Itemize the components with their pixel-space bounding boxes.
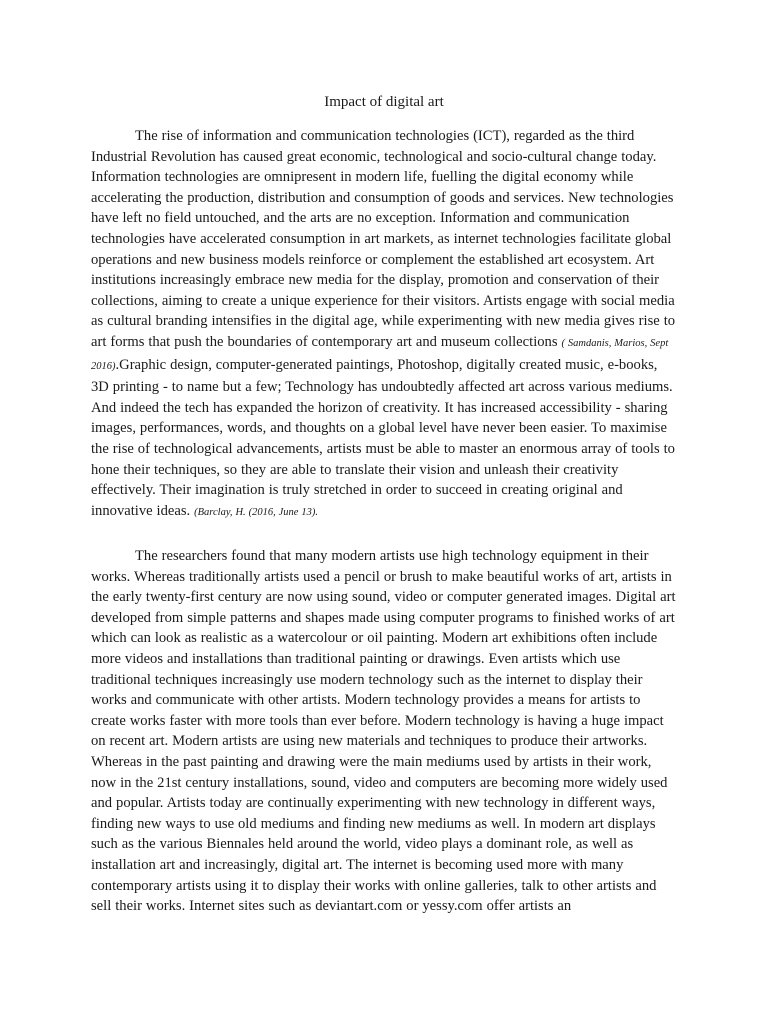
citation-barclay: (Barclay, H. (2016, June 13). [194,506,319,518]
citation-samdanis: ( Samdanis, Marios, Sept 2016) [91,337,669,372]
paragraph-2: The researchers found that many modern artists use high technology equipment in their works. Whereas traditionally artists used a pencil or brush to make beautiful works of art, artists in the early twenty-first century are now using sound, video or computer generated images. Digital art developed from simple patterns and shapes made using computer programs to finished works of art which can look as realistic as a watercolour or oil painting. Modern art exhibitions often include more videos and installations than traditional painting or drawings. Even artists which use traditional techniques increasingly use modern technology such as the internet to display their works and communicate with other artists. Modern technology provides a means for artists to create works faster with more tools than ever before. Modern technology is having a huge impact on recent art. Modern artists are using new materials and techniques to produce their artworks. Whereas in the past painting and drawing were the main mediums used by artists in their work, now in the 21st century installations, sound, video and computers are becoming more widely used and popular. Artists today are continually experimenting with new technology in different ways, finding new ways to use old mediums and finding new mediums as well. In modern art displays such as the various Biennales held around the world, video plays a dominant role, as well as installation art and increasingly, digital art. The internet is becoming used more with many contemporary artists using it to display their works with online galleries, talk to other artists and sell their works. Internet sites such as deviantart.com or yessy.com offer artists an [91,548,676,915]
paragraph-1-text-b: .Graphic design, computer-generated paintings, Photoshop, digitally created music, e-books, 3D printing - to name but a few; Technology has undoubtedly affected art across various mediums. And indeed the tech has expanded the horizon of creativity. It has increased accessibility - sharing images, performances, words, and thoughts on a global level have never been easier. To maximise the rise of technological advancements, artists must be able to master an enormous array of tools to hone their techniques, so they are able to translate their vision and unleash their creativity effectively. Their imagination is truly stretched in order to succeed in creating original and innovative ideas. [91,356,675,519]
document-title: Impact of digital art [324,94,444,110]
paragraph-1 [91,126,677,523]
paragraph-1-text-a: The rise of information and communication technologies (ICT), regarded as the third Industrial Revolution has caused great economic, technological and socio-cultural change today. Information technologies are omnipresent in modern life, fuelling the digital economy while accelerating the production, distribution and consumption of goods and services. New technologies have left no field untouched, and the arts are no exception. Information and communication technologies have accelerated consumption in art markets, as internet technologies facilitate global operations and new business models reinforce or complement the established art ecosystem. Art institutions increasingly embrace new media for the display, promotion and conservation of their collections, aiming to create a unique experience for their visitors. Artists engage with social media as cultural branding intensifies in the digital age, while experimenting with new media gives rise to art forms that push the boundaries of contemporary art and museum collections [91,128,676,350]
